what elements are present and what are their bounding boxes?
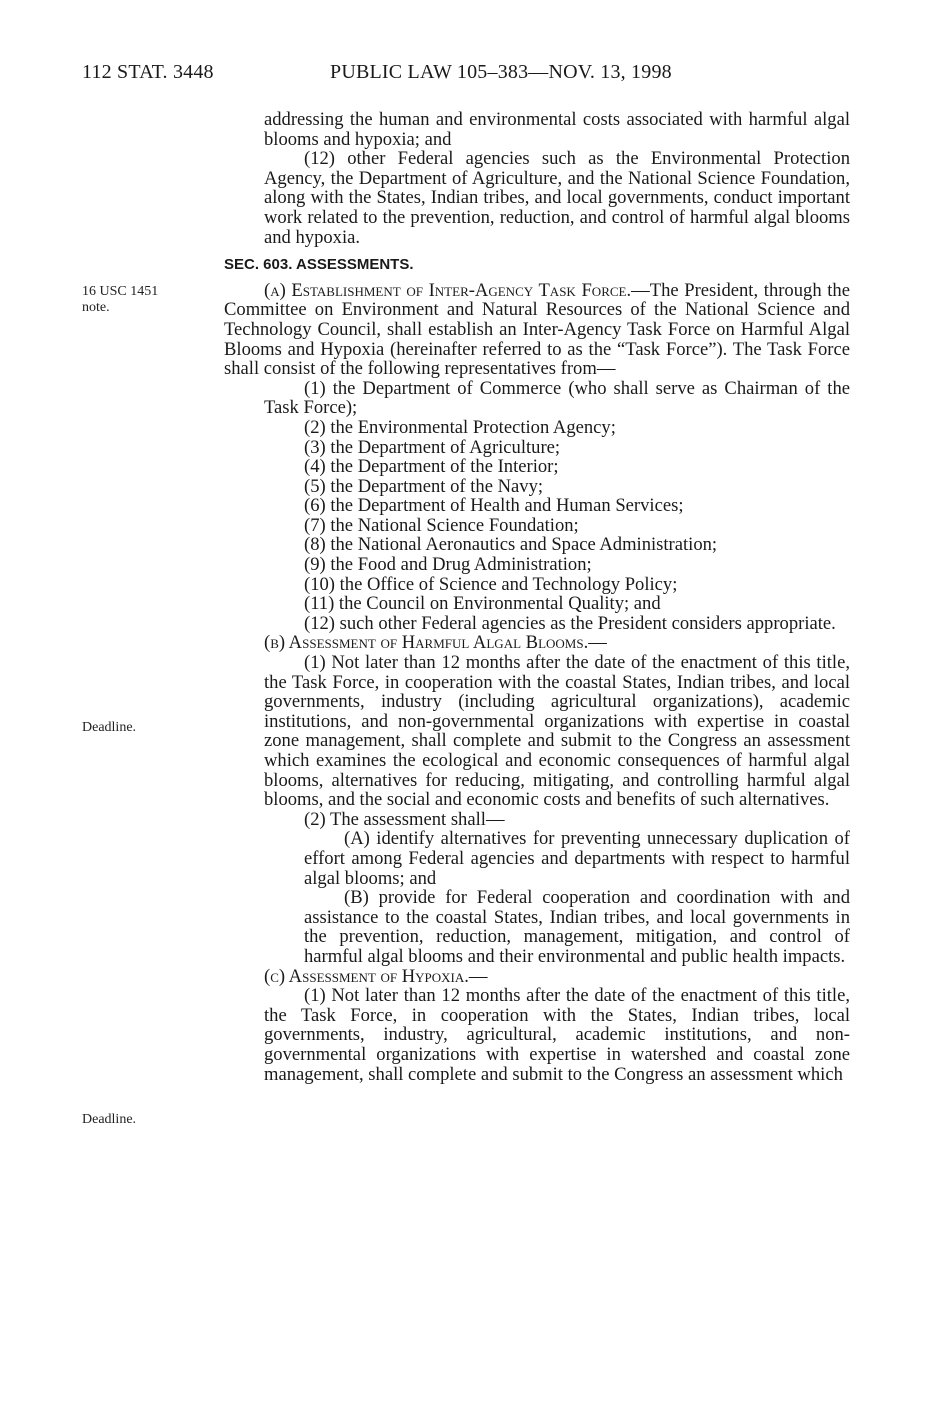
page-number: 112 STAT. 3448 [82,61,214,83]
member-item: (3) the Department of Agriculture; [304,436,561,458]
member-item: (9) the Food and Drug Administration; [304,554,592,576]
subsection-b-2-b: (B) provide for Federal cooperation and coordination with and assistance to the coastal States, Indian tribes, and local governments in the prevention, reduction, management, mitigation, and control of harmful algal blooms and their environmental and public health impacts. [304,887,850,967]
member-item: (5) the Department of the Navy; [304,475,544,497]
member-item: (2) the Environmental Protection Agency; [304,416,616,438]
member-item: (7) the National Science Foundation; [304,514,579,536]
subsection-a-heading: (a) Establishment of Inter-Agency Task Force. [264,279,632,301]
member-item: (6) the Department of Health and Human Services; [304,495,684,517]
margin-note-deadline-2: Deadline. [82,1112,137,1127]
subsection-b-2: (2) The assessment shall— [304,808,505,830]
member-item: (12) such other Federal agencies as the President considers appropriate. [304,612,836,634]
margin-note-usc [82,284,192,316]
member-item: (10) the Office of Science and Technology Policy; [304,573,678,595]
usc-note: note. [82,300,110,315]
subsection-b-2-a: (A) identify alternatives for preventing unnecessary duplication of effort among Federal agencies and departments with respect to harmful algal blooms; and [304,828,850,889]
page-header [82,61,852,85]
statute-text [224,110,850,1084]
subsection-a [224,281,850,379]
usc-citation: 16 USC 1451 [82,284,159,299]
margin-note-deadline-1: Deadline. [82,720,137,735]
subsection-b-1: (1) Not later than 12 months after the date of the enactment of this title, the Task Force, in cooperation with the coastal States, Indian tribes, and local governments, industry (including agricultural organizations), academic institutions, and non-governmental organizations with expertise in coastal zone management, shall complete and submit to the Congress an assessment which examines the ecological and economic consequences of harmful algal blooms, alternatives for reducing, mitigating, and controlling harmful algal blooms, and the social and economic costs and benefits of such alternatives. [264,652,850,811]
paragraph-11-continued: addressing the human and environmental costs associated with harmful algal blooms and hypoxia; and [264,109,850,150]
member-item: (8) the National Aeronautics and Space Administration; [304,534,718,556]
subsection-c-1: (1) Not later than 12 months after the date of the enactment of this title, the Task Force, in cooperation with the States, Indian tribes, local governments, industry, agricultural, academic institutions, and non-governmental organizations with expertise in watershed and coastal zone management, shall complete and submit to the Congress an assessment which [264,985,850,1085]
subsection-c-heading: (c) Assessment of Hypoxia.— [264,965,488,987]
member-item: (11) the Council on Environmental Quality; and [304,593,661,615]
member-item: (4) the Department of the Interior; [304,456,559,478]
subsection-a-text: —The President, through the Committee on Environment and Natural Resources of the National Science and Technology Council, shall establish an Inter-Agency Task Force on Harmful Algal Blooms and Hypoxia (hereinafter referred to as the “Task Force”). The Task Force shall consist of the following representatives from— [224,279,850,380]
running-title: PUBLIC LAW 105–383—NOV. 13, 1998 [330,61,672,83]
subsection-b-heading: (b) Assessment of Harmful Algal Blooms.— [264,632,607,654]
section-heading: SEC. 603. ASSESSMENTS. [224,256,414,274]
paragraph-12: (12) other Federal agencies such as the Environmental Protection Agency, the Department of Agriculture, and the National Science Foundation, along with the States, Indian tribes, and local governments, conduct important work related to the prevention, reduction, and control of harmful algal blooms and hypoxia. [264,148,850,248]
member-item: (1) the Department of Commerce (who shall serve as Chairman of the Task Force); [264,377,850,419]
